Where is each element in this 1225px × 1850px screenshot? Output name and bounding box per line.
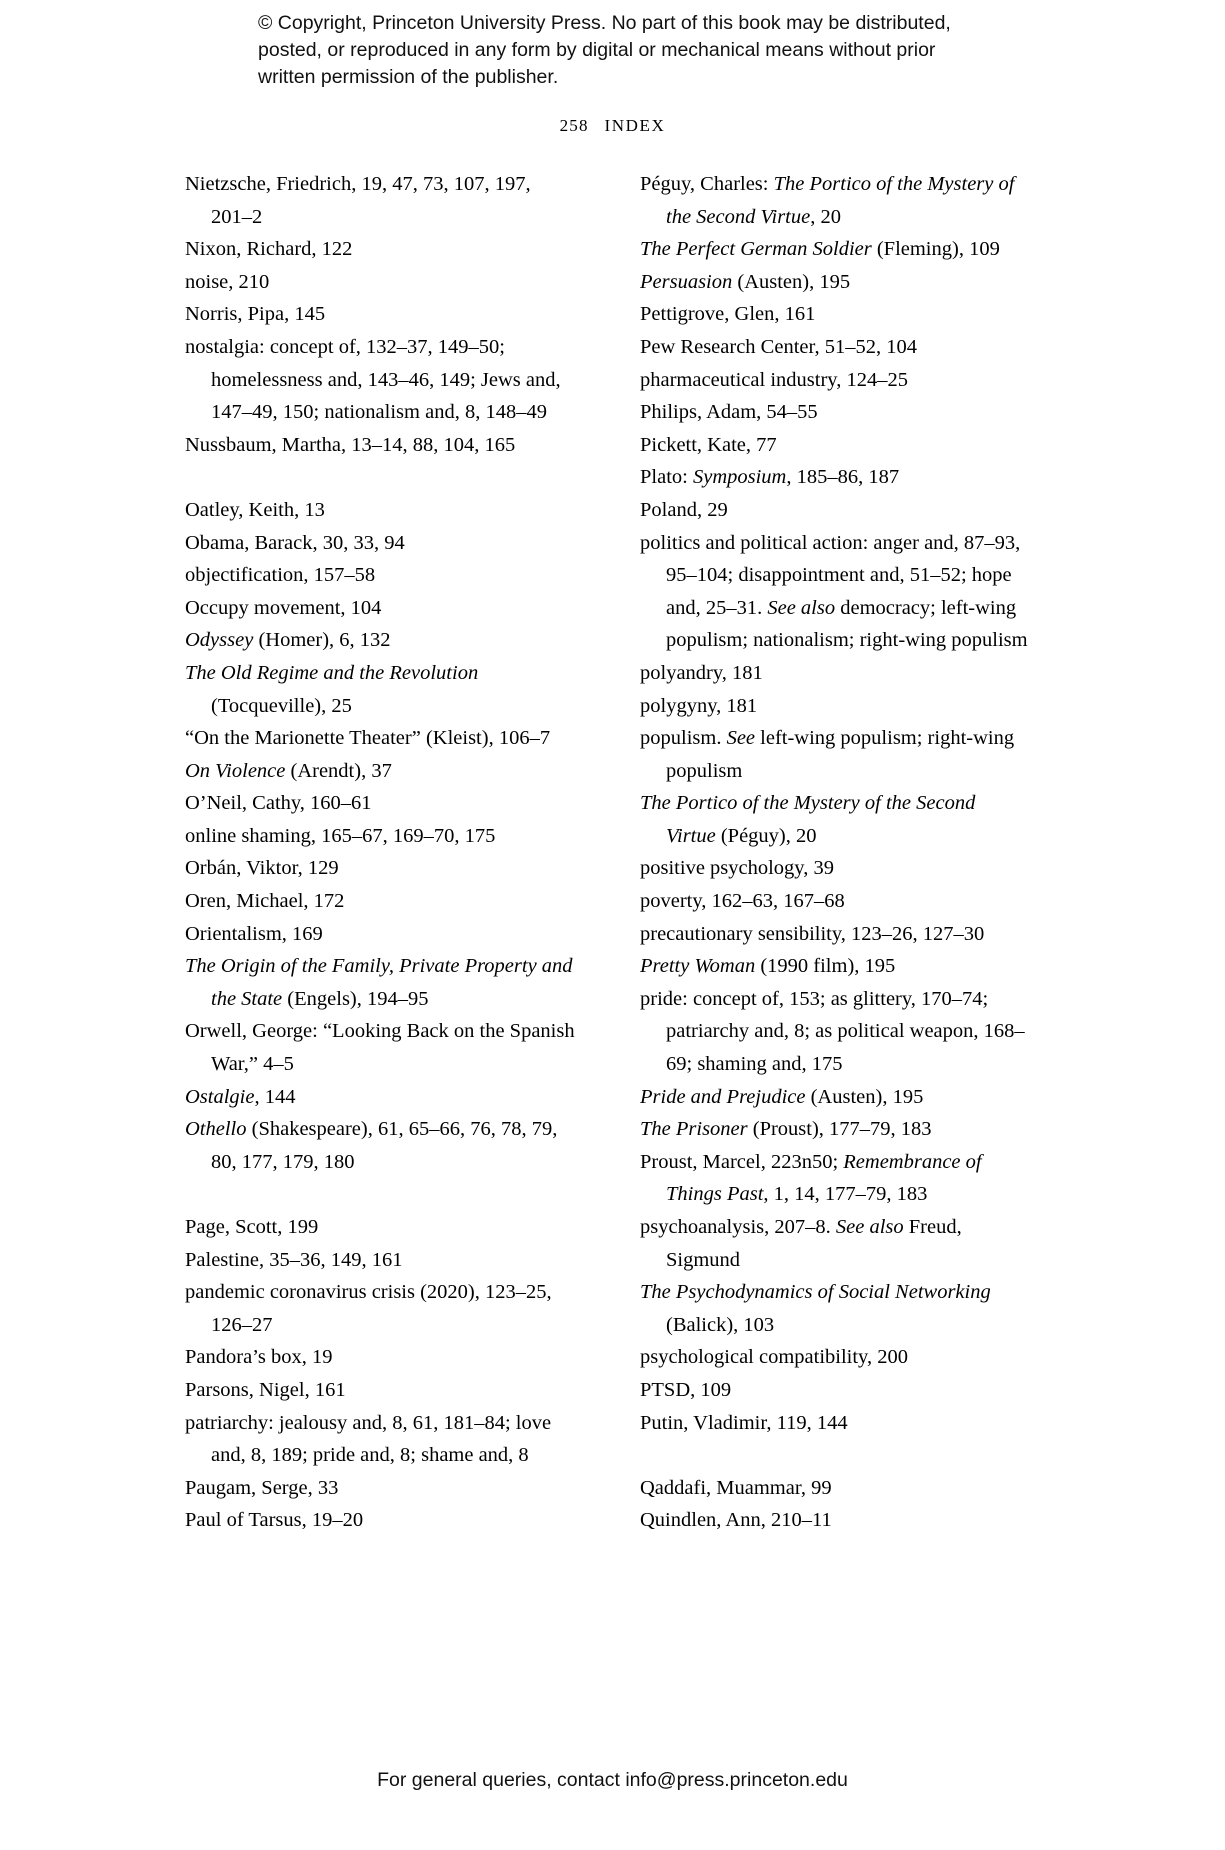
index-entry: The Origin of the Family, Private Property and the State (Engels), 194–95 [185,955,573,1010]
index-entry: Putin, Vladimir, 119, 144 [640,1411,848,1434]
index-entry: Persuasion (Austen), 195 [640,270,851,293]
index-entry: psychoanalysis, 207–8. See also Freud, Sigmund [640,1216,962,1271]
index-entry: The Portico of the Mystery of the Second Virtue (Péguy), 20 [640,792,976,847]
index-columns [185,168,1055,1537]
index-entry: Quindlen, Ann, 210–11 [640,1509,832,1532]
index-entry: populism. See left-wing populism; right-wing populism [640,727,1015,782]
index-entry: Obama, Barack, 30, 33, 94 [185,531,405,554]
index-entry: Pretty Woman (1990 film), 195 [640,955,896,978]
index-entry: Proust, Marcel, 223n50; Remembrance of Things Past, 1, 14, 177–79, 183 [640,1150,982,1206]
running-head-label: INDEX [604,116,666,135]
index-entry: poverty, 162–63, 167–68 [640,890,845,913]
index-entry: Nietzsche, Friedrich, 19, 47, 73, 107, 197, 201–2 [185,173,531,228]
index-entry: Péguy, Charles: The Portico of the Mystery of the Second Virtue, 20 [640,173,1015,228]
index-entry: Pickett, Kate, 77 [640,433,777,456]
index-entry: pride: concept of, 153; as glittery, 170–74; patriarchy and, 8; as political weapon, 168–69; shaming and, 175 [640,987,1025,1076]
index-entry: Nussbaum, Martha, 13–14, 88, 104, 165 [185,433,516,456]
index-entry: The Prisoner (Proust), 177–79, 183 [640,1118,932,1141]
index-entry: Pride and Prejudice (Austen), 195 [640,1085,924,1108]
index-entry: “On the Marionette Theater” (Kleist), 106–7 [185,727,551,750]
letter-group-gap [185,461,575,494]
index-entry: Pew Research Center, 51–52, 104 [640,335,918,358]
index-entry: noise, 210 [185,270,270,293]
index-entry: nostalgia: concept of, 132–37, 149–50; homelessness and, 143–46, 149; Jews and, 147–49, 150; nationalism and, 8, 148–49 [185,335,561,424]
index-entry: The Psychodynamics of Social Networking (Balick), 103 [640,1281,991,1336]
index-entry: polygyny, 181 [640,694,758,717]
index-entry: pandemic coronavirus crisis (2020), 123–25, 126–27 [185,1281,552,1336]
index-entry: Pandora’s box, 19 [185,1346,333,1369]
index-entry: politics and political action: anger and, 87–93, 95–104; disappointment and, 51–52; hope and, 25–31. See also democracy; left-wing populism; nationalism; right-wing populism [640,531,1028,652]
index-entry: Orientalism, 169 [185,922,323,945]
index-entry: On Violence (Arendt), 37 [185,759,392,782]
index-column-left [185,168,575,1537]
index-entry: Paul of Tarsus, 19–20 [185,1509,364,1532]
index-entry: patriarchy: jealousy and, 8, 61, 181–84; love and, 8, 189; pride and, 8; shame and, 8 [185,1411,552,1467]
letter-group-gap [640,1439,1030,1472]
index-entry: positive psychology, 39 [640,857,834,880]
index-entry: Page, Scott, 199 [185,1216,319,1238]
index-entry: Poland, 29 [640,498,728,521]
index-entry: The Perfect German Soldier (Fleming), 109 [640,238,1000,261]
index-entry: online shaming, 165–67, 169–70, 175 [185,824,496,847]
index-entry: The Old Regime and the Revolution (Tocqueville), 25 [185,661,479,717]
index-entry: PTSD, 109 [640,1378,732,1401]
copyright-notice: © Copyright, Princeton University Press. No part of this book may be distributed, posted, or reproduced in any form by digital or mechanical means without prior written permission of the publisher. [258,12,951,88]
footer-note: For general queries, contact info@press.princeton.edu [377,1769,848,1791]
index-entry: Othello (Shakespeare), 61, 65–66, 76, 78, 79, 80, 177, 179, 180 [185,1118,558,1173]
index-entry: Oren, Michael, 172 [185,890,345,913]
index-entry: Qaddafi, Muammar, 99 [640,1476,832,1499]
index-entry: Odyssey (Homer), 6, 132 [185,629,391,652]
index-entry: precautionary sensibility, 123–26, 127–30 [640,922,985,945]
index-entry: pharmaceutical industry, 124–25 [640,368,908,391]
page-folio: 258 [559,116,589,135]
letter-group-gap [185,1178,575,1211]
index-entry: Paugam, Serge, 33 [185,1476,339,1499]
index-entry: Oatley, Keith, 13 [185,498,325,521]
index-entry: Nixon, Richard, 122 [185,238,353,261]
index-entry: Philips, Adam, 54–55 [640,401,818,424]
index-entry: Parsons, Nigel, 161 [185,1378,346,1401]
index-entry: O’Neil, Cathy, 160–61 [185,792,372,815]
index-column-right [640,168,1030,1537]
index-entry: Plato: Symposium, 185–86, 187 [640,466,900,489]
index-entry: Occupy movement, 104 [185,596,382,619]
running-head [0,116,1225,136]
index-entry: Pettigrove, Glen, 161 [640,303,816,326]
index-entry: Palestine, 35–36, 149, 161 [185,1248,403,1271]
index-entry: Norris, Pipa, 145 [185,303,326,326]
index-entry: polyandry, 181 [640,661,763,684]
index-entry: Orwell, George: “Looking Back on the Spanish War,” 4–5 [185,1020,575,1076]
index-entry: Ostalgie, 144 [185,1085,296,1108]
index-entry: Orbán, Viktor, 129 [185,857,339,880]
index-entry: psychological compatibility, 200 [640,1346,908,1369]
index-entry: objectification, 157–58 [185,564,376,587]
